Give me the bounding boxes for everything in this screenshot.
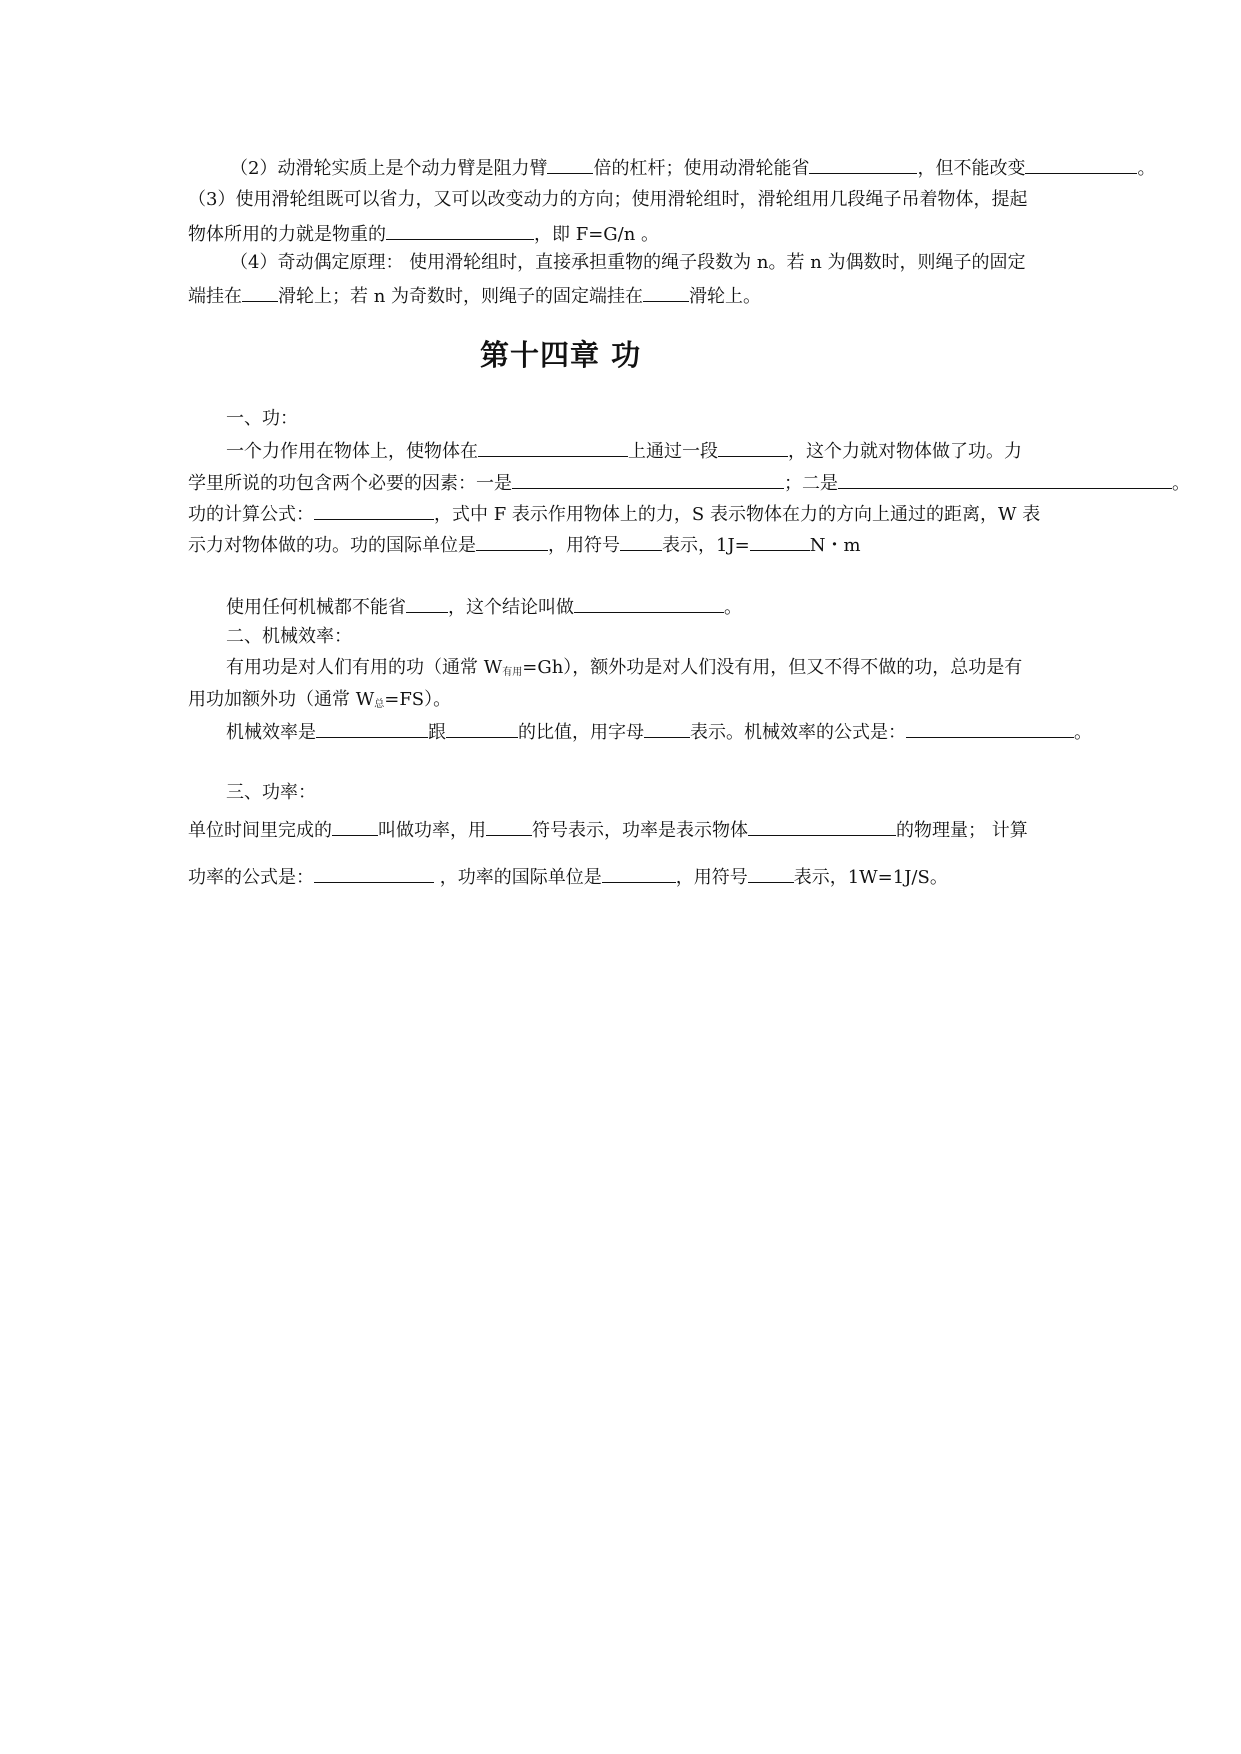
text: 学里所说的功包含两个必要的因素：一是 [188, 473, 512, 494]
efficiency-para-line-3 [226, 719, 1092, 745]
text: 倍的杠杆；使用动滑轮能省 [593, 158, 810, 179]
text: N・m [809, 535, 861, 556]
pulley-line-4b [188, 283, 761, 309]
blank-input[interactable] [446, 719, 518, 738]
text: ，这个力就对物体做了功。力 [788, 441, 1022, 462]
chapter-title: 第十四章 功 [480, 338, 642, 372]
power-para-line-1 [188, 817, 1028, 843]
subscript: 总 [374, 699, 385, 710]
text: 二、机械效率： [226, 626, 352, 647]
text: 一个力作用在物体上，使物体在 [226, 441, 478, 462]
work-para-line-4 [188, 532, 861, 558]
text: 表示，1W=1J/S。 [793, 867, 948, 888]
blank-input[interactable] [748, 817, 896, 836]
text: 上通过一段 [628, 441, 718, 462]
text: 表示，1J= [662, 535, 750, 556]
pulley-line-2 [230, 155, 1155, 181]
blank-input[interactable] [242, 283, 278, 302]
blank-input[interactable] [748, 864, 794, 883]
blank-input[interactable] [314, 501, 434, 520]
text: 端挂在 [188, 286, 242, 307]
text: 符号表示，功率是表示物体 [532, 820, 748, 841]
text: 。 [724, 597, 742, 618]
power-heading [226, 781, 316, 805]
text: 的比值，用字母 [518, 722, 644, 743]
blank-input[interactable] [750, 532, 810, 551]
text: 。 [1137, 158, 1156, 179]
pulley-line-3b [188, 221, 659, 247]
text: （4）奇动偶定原理： 使用滑轮组时，直接承担重物的绳子段数为 n。若 n 为偶数时，则绳子的固定 [230, 252, 1026, 273]
pulley-line-3a [188, 188, 1027, 212]
work-para-line-5 [226, 594, 742, 620]
efficiency-para-line-1 [226, 656, 1022, 685]
text: 表示。机械效率的公式是： [690, 722, 906, 743]
blank-input[interactable] [478, 438, 628, 457]
text: 功的计算公式： [188, 504, 314, 525]
text: 叫做功率，用 [378, 820, 486, 841]
text: ，用符号 [675, 867, 748, 888]
blank-input[interactable] [406, 594, 448, 613]
blank-input[interactable] [838, 470, 1172, 489]
text: 单位时间里完成的 [188, 820, 332, 841]
blank-input[interactable] [644, 719, 690, 738]
blank-input[interactable] [486, 817, 532, 836]
text: 。 [1172, 473, 1190, 494]
text: 物体所用的力就是物重的 [188, 224, 386, 245]
efficiency-heading [226, 625, 352, 649]
text: 一、功： [226, 408, 298, 429]
blank-input[interactable] [316, 719, 428, 738]
text: ，这个结论叫做 [448, 597, 574, 618]
text: 用功加额外功（通常 W [188, 689, 375, 710]
blank-input[interactable] [809, 155, 917, 174]
work-para-line-1 [226, 438, 1022, 464]
blank-input[interactable] [547, 155, 593, 174]
efficiency-para-line-2 [188, 688, 451, 717]
text: =FS）。 [384, 689, 452, 710]
text: 有用功是对人们有用的功（通常 W [226, 657, 503, 678]
text: =Gh），额外功是对人们没有用，但又不得不做的功，总功是有 [522, 657, 1023, 678]
blank-input[interactable] [314, 864, 434, 883]
text: 示力对物体做的功。功的国际单位是 [188, 535, 476, 556]
blank-input[interactable] [620, 532, 662, 551]
power-para-line-2 [188, 864, 948, 890]
text: （2）动滑轮实质上是个动力臂是阻力臂 [230, 158, 548, 179]
text: 的物理量； 计算 [896, 820, 1028, 841]
blank-input[interactable] [574, 594, 724, 613]
text: 。 [1074, 722, 1092, 743]
text: 功率的公式是： [188, 867, 314, 888]
text: （3）使用滑轮组既可以省力，又可以改变动力的方向；使用滑轮组时，滑轮组用几段绳子吊着物体，提起 [188, 189, 1028, 210]
text: ，式中 F 表示作用物体上的力，S 表示物体在力的方向上通过的距离，W 表 [434, 504, 1041, 525]
text: ，功率的国际单位是 [434, 867, 602, 888]
text: 滑轮上；若 n 为奇数时，则绳子的固定端挂在 [278, 286, 644, 307]
work-heading [226, 407, 298, 431]
blank-input[interactable] [906, 719, 1074, 738]
blank-input[interactable] [476, 532, 548, 551]
text: ，用符号 [548, 535, 620, 556]
text: 机械效率是 [226, 722, 316, 743]
pulley-line-4a [230, 251, 1026, 275]
blank-input[interactable] [602, 864, 676, 883]
blank-input[interactable] [332, 817, 378, 836]
text: 使用任何机械都不能省 [226, 597, 406, 618]
text: 滑轮上。 [689, 286, 762, 307]
text: ，但不能改变 [917, 158, 1026, 179]
blank-input[interactable] [386, 221, 534, 240]
text: 三、功率： [226, 782, 316, 803]
blank-input[interactable] [1025, 155, 1137, 174]
text: ，即 F=G/n 。 [534, 224, 660, 245]
subscript: 有用 [502, 667, 523, 678]
text: ；二是 [784, 473, 838, 494]
work-para-line-2 [188, 470, 1190, 496]
text: 跟 [428, 722, 446, 743]
blank-input[interactable] [718, 438, 788, 457]
work-para-line-3 [188, 501, 1040, 527]
blank-input[interactable] [643, 283, 689, 302]
blank-input[interactable] [512, 470, 784, 489]
